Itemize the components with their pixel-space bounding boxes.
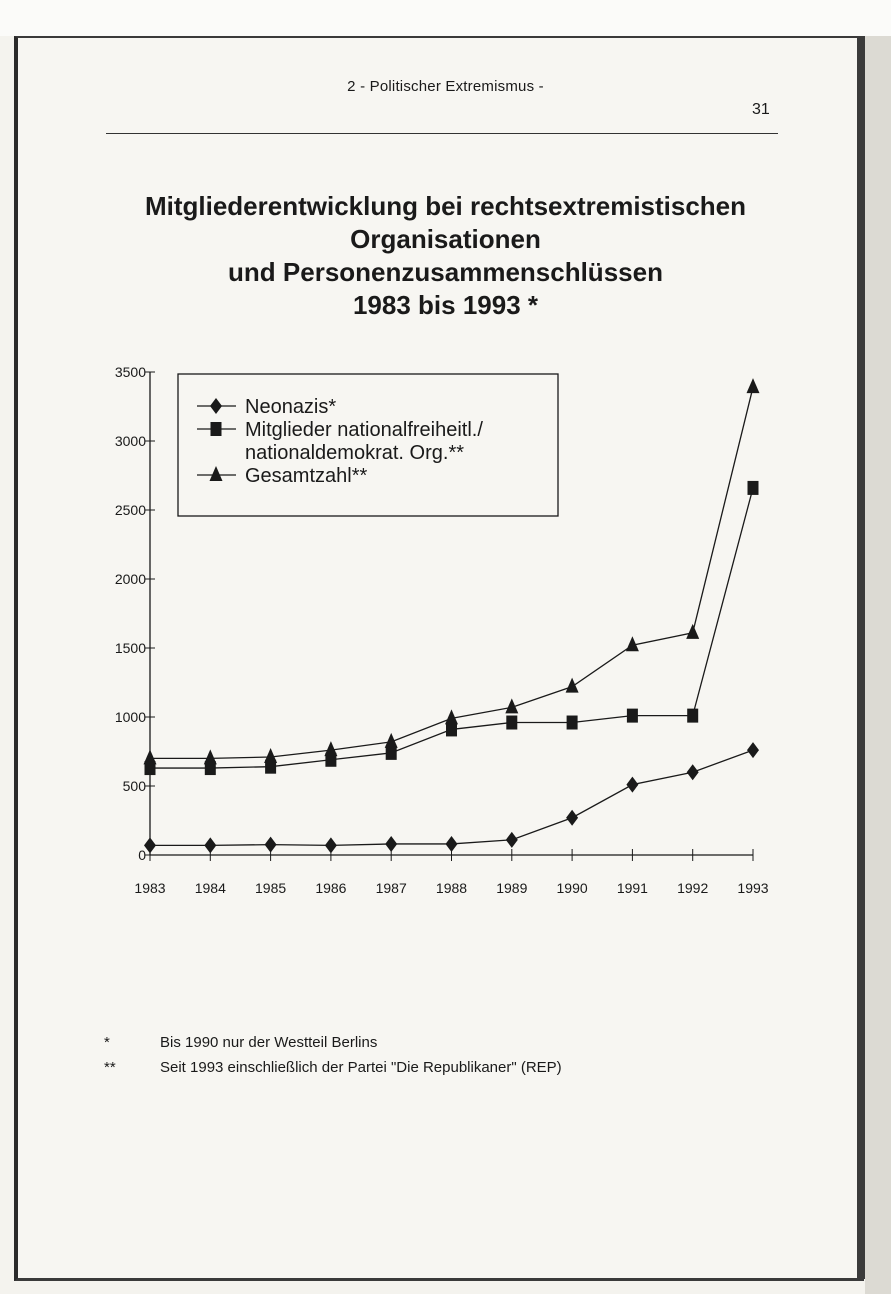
series-line-diamond — [150, 750, 753, 845]
data-point-diamond — [204, 837, 216, 853]
y-tick-label: 2000 — [114, 571, 146, 587]
legend-label: Mitglieder nationalfreiheitl./ — [245, 419, 483, 441]
data-point-diamond — [385, 836, 397, 852]
data-point-square — [446, 722, 457, 736]
legend-label: Gesamtzahl** — [245, 465, 368, 487]
data-point-diamond — [566, 810, 578, 826]
x-tick-label: 1983 — [134, 880, 166, 896]
chart-title-line: Mitgliederentwicklung bei rechtsextremistischen — [144, 191, 747, 221]
legend-label: nationaldemokrat. Org.** — [245, 442, 465, 464]
data-point-diamond — [446, 836, 458, 852]
data-point-triangle — [445, 709, 458, 724]
x-tick-label: 1988 — [435, 880, 468, 896]
x-tick-label: 1986 — [315, 880, 347, 896]
x-tick-label: 1993 — [737, 880, 769, 896]
data-point-triangle — [204, 749, 217, 764]
page-number: 31 — [752, 101, 770, 118]
data-point-square — [386, 746, 397, 760]
data-point-triangle — [747, 378, 760, 393]
footnote-text: Seit 1993 einschließlich der Partei "Die Republikaner" (REP) — [160, 1059, 562, 1076]
data-point-diamond — [747, 742, 759, 758]
data-point-diamond — [687, 764, 699, 780]
legend-marker-triangle — [210, 466, 223, 481]
y-tick-label: 2500 — [114, 502, 146, 518]
data-point-diamond — [325, 837, 337, 853]
y-tick-label: 1000 — [114, 709, 146, 725]
x-tick-label: 1991 — [616, 880, 648, 896]
x-tick-label: 1992 — [677, 880, 709, 896]
data-point-triangle — [264, 748, 277, 763]
legend-marker-square — [211, 422, 222, 436]
x-tick-label: 1990 — [556, 880, 588, 896]
data-point-square — [506, 716, 517, 730]
legend-marker-diamond — [210, 398, 222, 414]
x-tick-label: 1985 — [255, 880, 287, 896]
chart-title-line: 1983 bis 1993 * — [352, 290, 539, 320]
y-tick-label: 3000 — [114, 433, 146, 449]
data-point-diamond — [506, 832, 518, 848]
y-tick-label: 1500 — [114, 640, 146, 656]
chart-title-line: Organisationen — [350, 224, 541, 254]
y-tick-label: 3500 — [114, 364, 146, 380]
data-point-square — [687, 709, 698, 723]
chart-title-line: und Personenzusammenschlüssen — [228, 257, 663, 287]
x-tick-label: 1987 — [375, 880, 407, 896]
data-point-triangle — [144, 749, 157, 764]
legend-label: Neonazis* — [245, 396, 337, 418]
y-tick-label: 500 — [122, 778, 146, 794]
data-point-triangle — [686, 624, 699, 639]
x-tick-label: 1984 — [194, 880, 226, 896]
data-point-diamond — [265, 837, 277, 853]
y-tick-label: 0 — [138, 847, 146, 863]
footnote-mark: ** — [104, 1059, 116, 1076]
data-point-diamond — [626, 777, 638, 793]
data-point-triangle — [566, 678, 579, 693]
running-header: 2 - Politischer Extremismus - — [347, 78, 544, 95]
data-point-square — [627, 709, 638, 723]
data-point-triangle — [324, 741, 337, 756]
footnote-text: Bis 1990 nur der Westteil Berlins — [160, 1034, 378, 1051]
x-tick-label: 1989 — [496, 880, 528, 896]
footnote-mark: * — [104, 1034, 110, 1051]
data-point-square — [748, 481, 759, 495]
data-point-square — [567, 716, 578, 730]
